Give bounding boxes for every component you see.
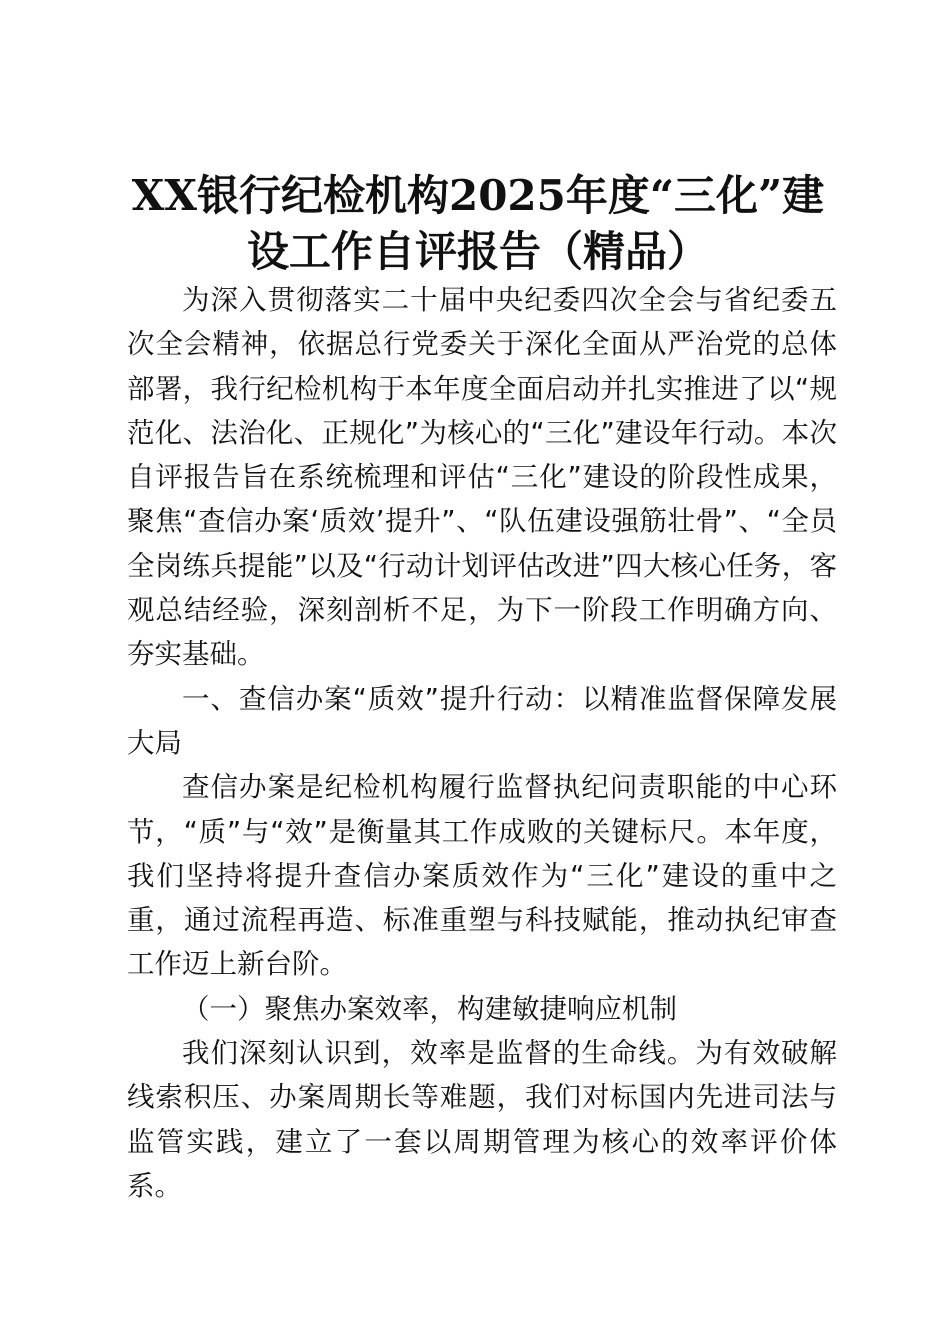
subsection-1-paragraph: 我们深刻认识到，效率是监督的生命线。为有效破解线索积压、办案周期长等难题，我们对标国内先进司法与监管实践，建立了一套以周期管理为核心的效率评价体系。 [127,1037,837,1202]
intro-paragraph: 为深入贯彻落实二十届中央纪委四次全会与省纪委五次全会精神，依据总行党委关于深化全面从严治党的总体部署，我行纪检机构于本年度全面启动并扎实推进了以“规范化、法治化、正规化”为核心的“三化”建设年行动。本次自评报告旨在系统梳理和评估“三化”建设的阶段性成果，聚焦“查信办案‘质效’提升”、“队伍建设强筋壮骨”、“全员全岗练兵提能”以及“行动计划评估改进”四大核心任务，客观总结经验，深刻剖析不足，为下一阶段工作明确方向、夯实基础。 [127,284,837,671]
document-title: XX银行纪检机构2025年度“三化”建设工作自评报告（精品） [131,171,825,276]
document-body [127,278,837,1208]
subsection-heading-1: （一）聚焦办案效率，构建敏捷响应机制 [182,992,677,1025]
section-1-paragraph: 查信办案是纪检机构履行监督执纪问责职能的中心环节，“质”与“效”是衡量其工作成败的关键标尺。本年度，我们坚持将提升查信办案质效作为“三化”建设的重中之重，通过流程再造、标准重塑与科技赋能，推动执纪审查工作迈上新台阶。 [127,771,837,981]
section-heading-1: 一、查信办案“质效”提升行动：以精准监督保障发展大局 [127,682,837,759]
